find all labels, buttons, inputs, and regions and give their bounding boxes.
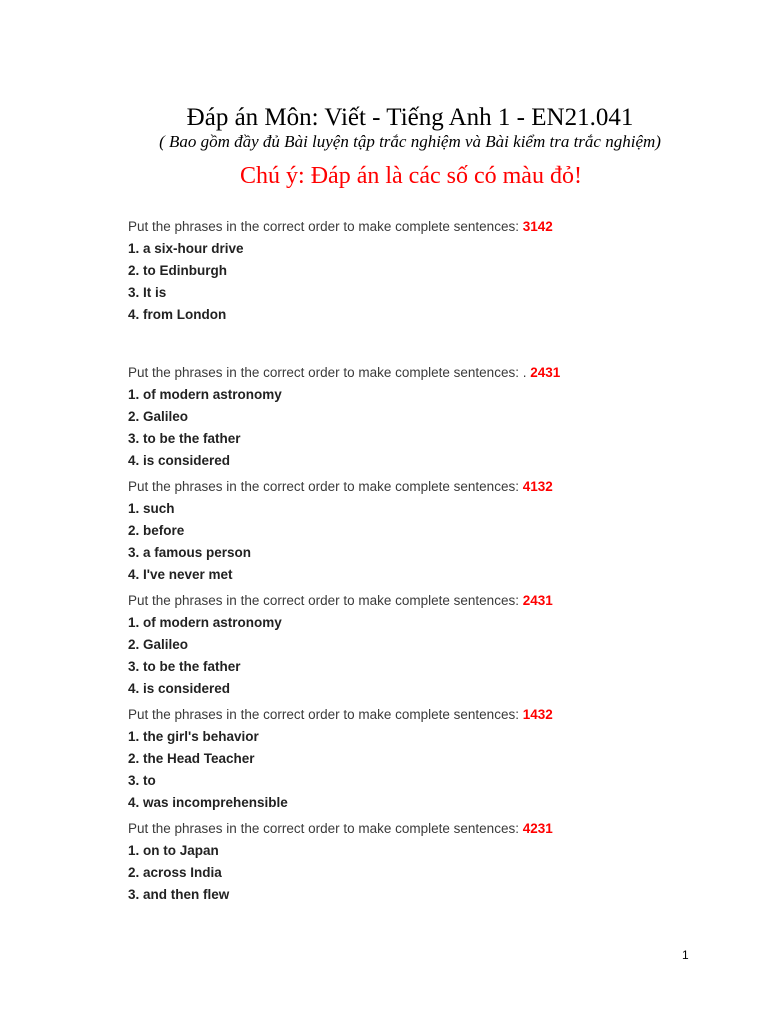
answer-key: 1432 <box>522 707 553 722</box>
option-item: 3. to be the father <box>128 431 241 446</box>
answer-note: Chú ý: Đáp án là các số có màu đỏ! <box>240 163 582 189</box>
option-item: 4. is considered <box>128 681 231 696</box>
option-item: 1. the girl's behavior <box>128 729 259 744</box>
prompt-text: Put the phrases in the correct order to make complete sentences: . <box>128 365 531 380</box>
option-item: 2. before <box>128 523 185 538</box>
option-item: 1. of modern astronomy <box>128 615 282 630</box>
option-item: 4. was incomprehensible <box>128 795 288 810</box>
question-prompt <box>128 590 728 612</box>
option-item: 1. such <box>128 501 175 516</box>
question-prompt <box>128 362 728 384</box>
option-item: 3. to be the father <box>128 659 241 674</box>
question-4 <box>128 590 728 700</box>
question-6 <box>128 818 728 906</box>
answer-key: 2431 <box>522 593 553 608</box>
option-item: 3. It is <box>128 285 167 300</box>
answer-key: 4132 <box>522 479 553 494</box>
prompt-text: Put the phrases in the correct order to make complete sentences: <box>128 821 523 836</box>
prompt-text: Put the phrases in the correct order to make complete sentences: <box>128 219 523 234</box>
prompt-text: Put the phrases in the correct order to make complete sentences: <box>128 479 523 494</box>
question-3 <box>128 476 728 586</box>
question-1 <box>128 216 728 326</box>
answer-key: 3142 <box>522 219 553 234</box>
question-2 <box>128 362 728 472</box>
answer-key: 4231 <box>522 821 553 836</box>
option-item: 4. is considered <box>128 453 231 468</box>
page-number: 1 <box>682 948 689 962</box>
option-item: 1. a six-hour drive <box>128 241 244 256</box>
question-prompt <box>128 818 728 840</box>
option-item: 3. and then flew <box>128 887 230 902</box>
option-item: 3. a famous person <box>128 545 252 560</box>
option-item: 2. across India <box>128 865 222 880</box>
answer-key: 2431 <box>530 365 561 380</box>
question-5 <box>128 704 728 814</box>
option-item: 1. on to Japan <box>128 843 219 858</box>
question-prompt <box>128 216 728 238</box>
question-prompt <box>128 704 728 726</box>
option-item: 2. to Edinburgh <box>128 263 227 278</box>
question-list <box>128 216 728 906</box>
option-item: 1. of modern astronomy <box>128 387 282 402</box>
prompt-text: Put the phrases in the correct order to make complete sentences: <box>128 707 523 722</box>
option-item: 4. from London <box>128 307 227 322</box>
option-item: 3. to <box>128 773 156 788</box>
option-item: 2. the Head Teacher <box>128 751 255 766</box>
option-item: 4. I've never met <box>128 567 233 582</box>
document-title: Đáp án Môn: Viết - Tiếng Anh 1 - EN21.041 <box>186 104 634 131</box>
document-subtitle: ( Bao gồm đầy đủ Bài luyện tập trắc nghiệm và Bài kiểm tra trắc nghiệm) <box>159 132 661 151</box>
option-item: 2. Galileo <box>128 637 189 652</box>
option-item: 2. Galileo <box>128 409 189 424</box>
prompt-text: Put the phrases in the correct order to make complete sentences: <box>128 593 523 608</box>
question-prompt <box>128 476 728 498</box>
